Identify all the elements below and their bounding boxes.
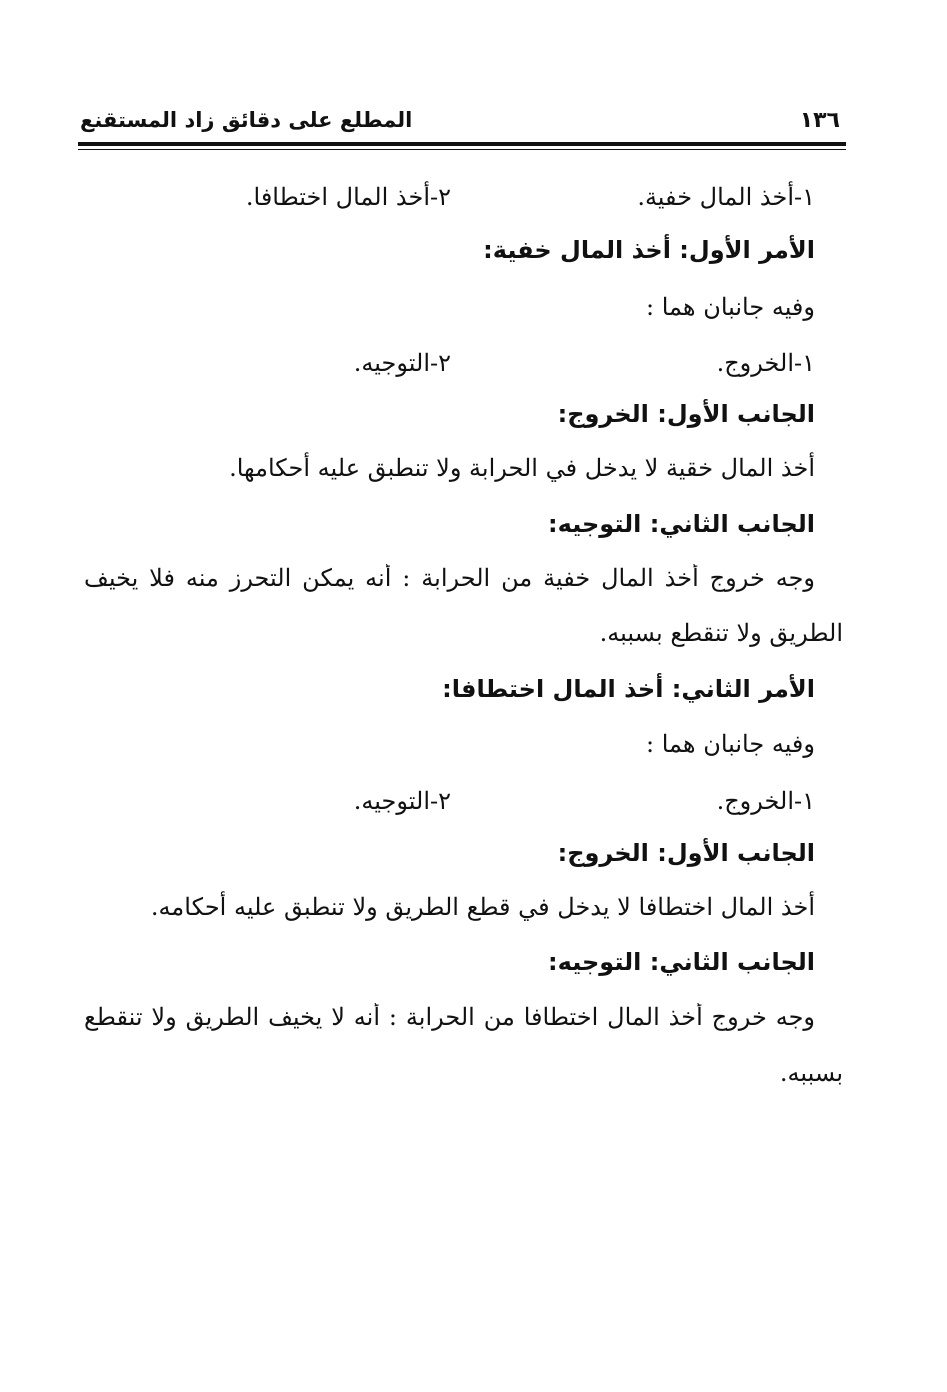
list2-item2: ٢-التوجيه. [353, 349, 451, 377]
paragraph-1: أخذ المال خقية لا يدخل في الحرابة ولا تنطبق عليه أحكامها. [229, 454, 815, 482]
paragraph-4-line2: بسببه. [779, 1059, 843, 1087]
heading-first-aspect-2: الجانب الأول: الخروج: [557, 839, 815, 867]
list2-item1: ١-الخروج. [716, 349, 815, 377]
list3-item1: ١-الخروج. [716, 787, 815, 815]
page-number: ١٣٦ [799, 108, 840, 133]
heading-first-aspect: الجانب الأول: الخروج: [557, 400, 815, 428]
list3-item2: ٢-التوجيه. [353, 787, 451, 815]
paragraph-2-line2: الطريق ولا تنقطع بسببه. [599, 619, 843, 647]
intro-second: وفيه جانبان هما : [646, 730, 815, 758]
heading-second-matter: الأمر الثاني: أخذ المال اختطافا: [442, 675, 815, 703]
intro-first: وفيه جانبان هما : [646, 293, 815, 321]
paragraph-3: أخذ المال اختطافا لا يدخل في قطع الطريق ولا تنطبق عليه أحكامه. [150, 893, 815, 921]
header-rule-thin [78, 149, 846, 150]
header-rule-thick [78, 142, 846, 146]
list1-item1: ١-أخذ المال خفية. [637, 183, 815, 211]
running-title: المطلع على دقائق زاد المستقنع [80, 108, 413, 132]
heading-first-matter: الأمر الأول: أخذ المال خفية: [483, 236, 815, 264]
page-header [80, 108, 840, 138]
paragraph-4-line1: وجه خروج أخذ المال اختطافا من الحرابة : أنه لا يخيف الطريق ولا تنقطع [84, 1003, 815, 1031]
heading-second-aspect: الجانب الثاني: التوجيه: [548, 510, 815, 538]
list1-item2: ٢-أخذ المال اختطافا. [245, 183, 451, 211]
paragraph-2-line1: وجه خروج أخذ المال خفية من الحرابة : أنه يمكن التحرز منه فلا يخيف [84, 564, 815, 592]
heading-second-aspect-2: الجانب الثاني: التوجيه: [548, 948, 815, 976]
